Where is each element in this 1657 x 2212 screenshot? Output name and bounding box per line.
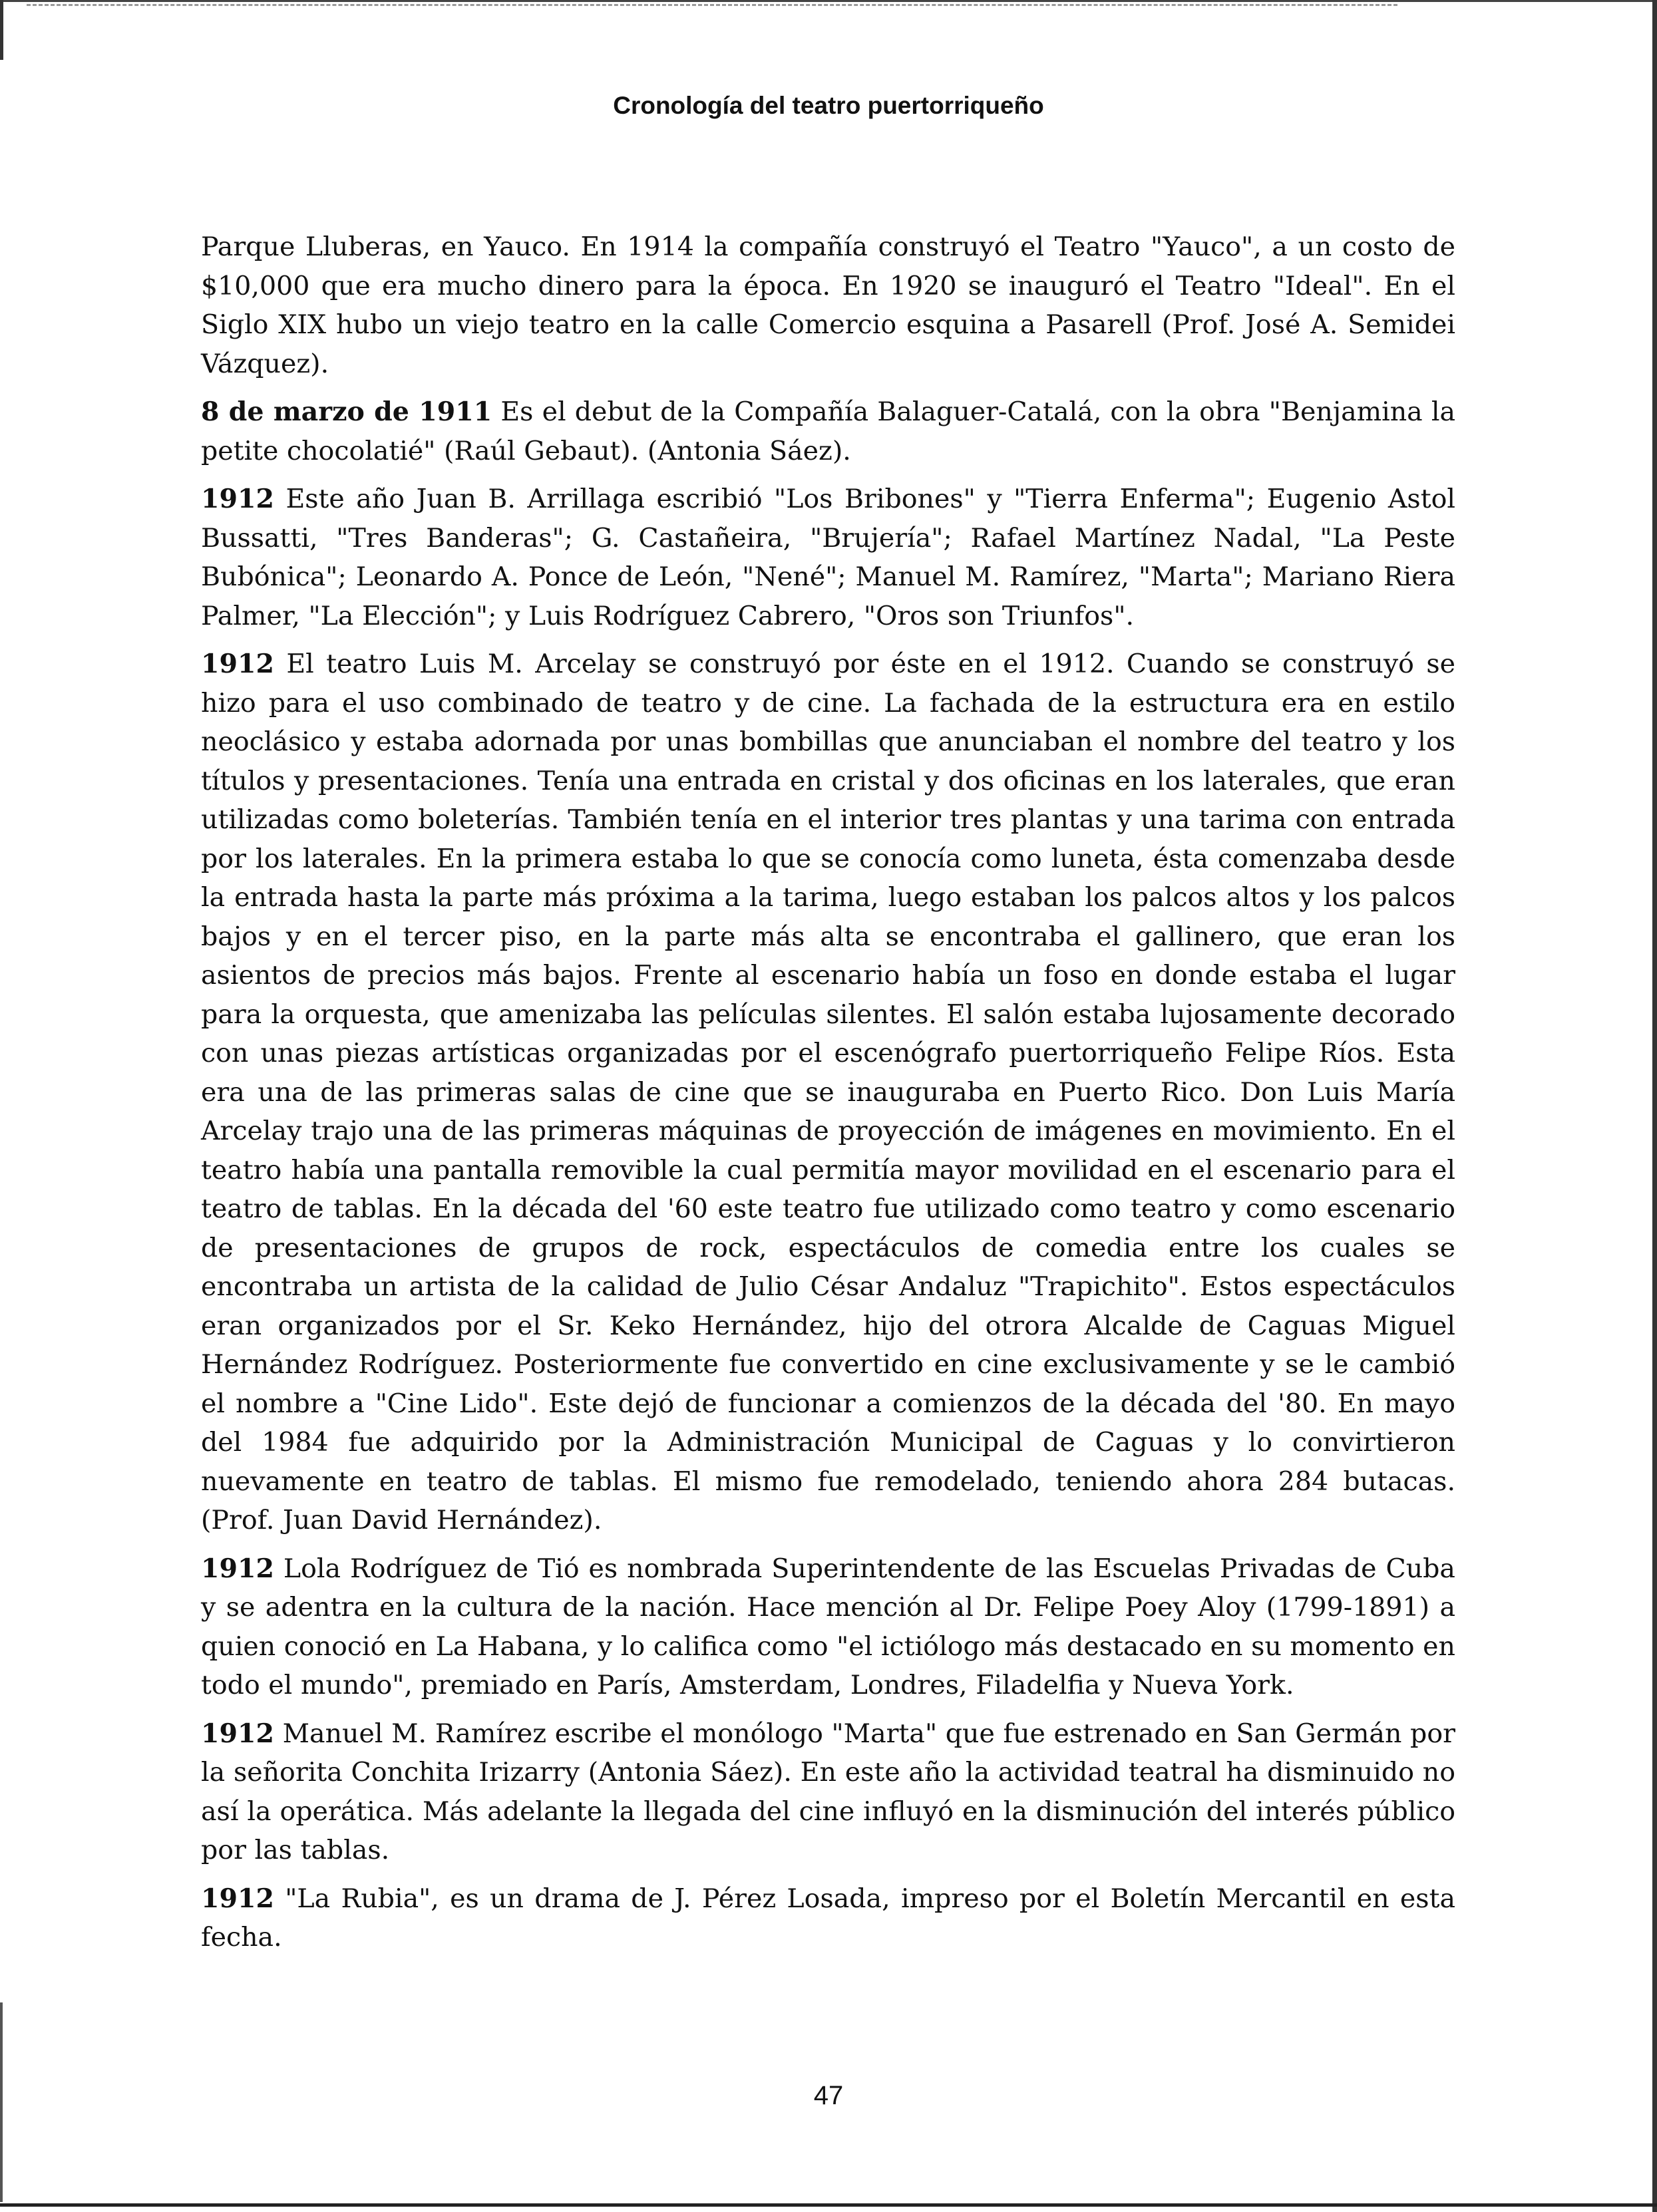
entry-date: 1912 [201,1553,274,1584]
scan-edge-right [1652,0,1657,2212]
entry-date: 8 de marzo de 1911 [201,396,492,427]
paragraph-6 [201,1879,1455,1957]
page-number: 47 [813,2081,844,2110]
entry-date: 1912 [201,649,274,679]
paragraph-5 [201,1714,1455,1870]
paragraph-text: Manuel M. Ramírez escribe el monólogo "Marta" que fue estrenado en San Germán por la señorita Conchita Irizarry (Antonia Sáez). En este año la actividad teatral ha disminuido no así la operática. Más adelante la llegada del cine influyó en la disminución del interés público por las tablas. [201,1718,1455,1865]
paragraph-3 [201,645,1455,1540]
scan-edge-left [0,0,3,60]
entry-date: 1912 [201,1718,274,1749]
paragraph-text: Lola Rodríguez de Tió es nombrada Superintendente de las Escuelas Privadas de Cuba y se adentra en la cultura de la nación. Hace mención al Dr. Felipe Poey Aloy (1799-1891) a quien conoció en La Habana, y lo califica como "el ictiólogo más destacado en su momento en todo el mundo", premiado en París, Amsterdam, Londres, Filadelfia y Nueva York. [201,1553,1455,1700]
scan-edge-dash [27,4,1397,6]
paragraph-0 [201,228,1455,383]
paragraph-text: "La Rubia", es un drama de J. Pérez Losada, impreso por el Boletín Mercantil en esta fecha. [201,1883,1455,1953]
entry-date: 1912 [201,484,274,514]
entry-date: 1912 [201,1883,274,1914]
paragraph-text: Este año Juan B. Arrillaga escribió "Los Bribones" y "Tierra Enferma"; Eugenio Astol Bussatti, "Tres Banderas"; G. Castañeira, "Brujería"; Rafael Martínez Nadal, "La Peste Bubónica"; Leonardo A. Ponce de León, "Nené"; Manuel M. Ramírez, "Marta"; Mariano Riera Palmer, "La Elección"; y Luis Rodríguez Cabrero, "Oros son Triunfos". [201,484,1455,631]
body-text [201,228,1455,1967]
paragraph-2 [201,480,1455,635]
paragraph-text: Es el debut de la Compañía Balaguer-Catalá, con la obra "Benjamina la petite chocolatié" (Raúl Gebaut). (Antonia Sáez). [201,396,1456,466]
running-head: Cronología del teatro puertorriqueño [613,92,1044,119]
scan-edge-top [0,0,1657,2]
paragraph-text: Parque Lluberas, en Yauco. En 1914 la compañía construyó el Teatro "Yauco", a un costo de $10,000 que era mucho dinero para la época. En 1920 se inauguró el Teatro "Ideal". En el Siglo XIX hubo un viejo teatro en la calle Comercio esquina a Pasarell (Prof. José A. Semidei Vázquez). [201,232,1455,379]
paragraph-4 [201,1549,1455,1705]
paragraph-text: El teatro Luis M. Arcelay se construyó por éste en el 1912. Cuando se construyó se hizo para el uso combinado de teatro y de cine. La fachada de la estructura era en estilo neoclásico y estaba adornada por unas bombillas que anunciaban el nombre del teatro y los títulos y presentaciones. Tenía una entrada en cristal y dos oficinas en los laterales, que eran utilizadas como boleterías. También tenía en el interior tres plantas y una tarima con entrada por los laterales. En la primera estaba lo que se conocía como luneta, ésta comenzaba desde la entrada hasta la parte más próxima a la tarima, luego estaban los palcos altos y los palcos bajos y en el tercer piso, en la parte más alta se encontraba el gallinero, que eran los asientos de precios más bajos. Frente al escenario había un foso en donde estaba el lugar para la orquesta, que amenizaba las películas silentes. El salón estaba lujosamente decorado con unas piezas artísticas organizadas por el escenógrafo puertorriqueño Felipe Ríos. Esta era una de las primeras salas de cine que se inauguraba en Puerto Rico. Don Luis María Arcelay trajo una de las primeras máquinas de proyección de imágenes en movimiento. En el teatro había una pantalla removible la cual permitía mayor movilidad en el escenario para el teatro de tablas. En la década del '60 este teatro fue utilizado como teatro y como escenario de presentaciones de grupos de rock, espectáculos de comedia entre los cuales se encontraba un artista de la calidad de Julio César Andaluz "Trapichito". Estos espectáculos eran organizados por el Sr. Keko Hernández, hijo del otrora Alcalde de Caguas Miguel Hernández Rodríguez. Posteriormente fue convertido en cine exclusivamente y se le cambió el nombre a "Cine Lido". Este dejó de funcionar a comienzos de la década del '80. En mayo del 1984 fue adquirido por la Administración Municipal de Caguas y lo convirtieron nuevamente en teatro de tablas. El mismo fue remodelado, teniendo ahora 284 butacas. (Prof. Juan David Hernández). [201,649,1455,1535]
scan-edge-bottom [0,2203,1657,2207]
paragraph-1 [201,393,1455,470]
